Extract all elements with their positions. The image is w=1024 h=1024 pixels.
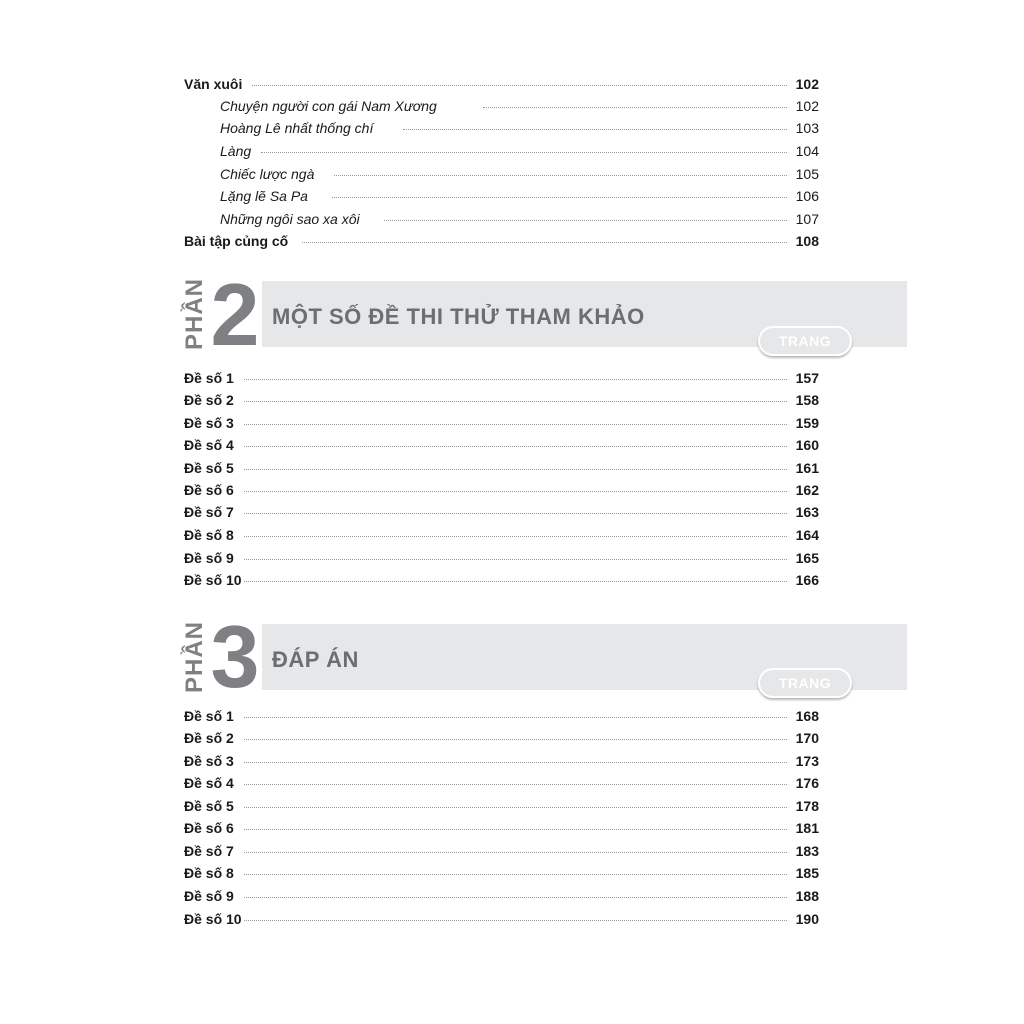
- toc-row-part2-4[interactable]: [184, 437, 819, 457]
- toc-row-part2-3[interactable]: [184, 415, 819, 435]
- toc-page-number: 102: [795, 98, 819, 114]
- toc-page-number: 106: [795, 188, 819, 204]
- toc-row-part3-6[interactable]: [184, 820, 819, 840]
- toc-row-sub-2[interactable]: [184, 120, 819, 140]
- toc-row-part3-10[interactable]: [184, 911, 819, 931]
- toc-page-number: 181: [795, 820, 819, 836]
- part3-page-column-label: TRANG: [758, 668, 852, 698]
- toc-entry-label: Những ngôi sao xa xôi: [220, 211, 360, 227]
- toc-entry-label: Làng: [220, 143, 252, 159]
- dot-leader: [384, 220, 787, 221]
- toc-entry-label: Đề số 6: [184, 482, 234, 498]
- toc-page-number: 104: [795, 143, 819, 159]
- toc-row-part3-7[interactable]: [184, 843, 819, 863]
- toc-page-number: 162: [795, 482, 819, 498]
- toc-row-part3-5[interactable]: [184, 798, 819, 818]
- toc-page-number: 168: [795, 708, 819, 724]
- toc-page-number: 178: [795, 798, 819, 814]
- toc-page-number: 161: [795, 460, 819, 476]
- dot-leader: [244, 559, 787, 560]
- dot-leader: [244, 513, 787, 514]
- toc-row-part3-3[interactable]: [184, 753, 819, 773]
- dot-leader: [244, 717, 787, 718]
- dot-leader: [332, 197, 787, 198]
- dot-leader: [244, 762, 787, 763]
- toc-row-part3-9[interactable]: [184, 888, 819, 908]
- toc-entry-label: Đề số 3: [184, 753, 234, 769]
- dot-leader: [244, 379, 787, 380]
- toc-page-number: 164: [795, 527, 819, 543]
- part3-title: ĐÁP ÁN: [272, 647, 359, 672]
- toc-row-part2-5[interactable]: [184, 460, 819, 480]
- toc-entry-label: Lặng lẽ Sa Pa: [220, 188, 308, 204]
- toc-row-part2-6[interactable]: [184, 482, 819, 502]
- toc-entry-label: Đề số 2: [184, 392, 234, 408]
- toc-row-part2-7[interactable]: [184, 504, 819, 524]
- toc-page-number: 188: [795, 888, 819, 904]
- toc-row-part2-2[interactable]: [184, 392, 819, 412]
- part3-word: PHẦN: [181, 620, 208, 694]
- toc-page-number: 103: [795, 120, 819, 136]
- toc-page-number: 108: [795, 233, 819, 249]
- toc-row-sub-6[interactable]: [184, 211, 819, 231]
- dot-leader: [244, 807, 787, 808]
- toc-entry-label: Đề số 1: [184, 370, 234, 386]
- part2-word: PHẦN: [181, 277, 208, 351]
- toc-entry-label: Đề số 8: [184, 527, 234, 543]
- dot-leader: [244, 829, 787, 830]
- toc-row-part3-1[interactable]: [184, 708, 819, 728]
- dot-leader: [302, 242, 787, 243]
- dot-leader: [244, 536, 787, 537]
- toc-entry-label: Chiếc lược ngà: [220, 166, 315, 182]
- part2-title: MỘT SỐ ĐỀ THI THỬ THAM KHẢO: [272, 304, 645, 329]
- toc-row-sub-5[interactable]: [184, 188, 819, 208]
- toc-entry-label: Hoàng Lê nhất thống chí: [220, 120, 374, 136]
- toc-page-number: 159: [795, 415, 819, 431]
- dot-leader: [483, 107, 787, 108]
- toc-page-number: 160: [795, 437, 819, 453]
- dot-leader: [244, 739, 787, 740]
- toc-page-number: 173: [795, 753, 819, 769]
- toc-page-number: 185: [795, 865, 819, 881]
- toc-entry-label: Đề số 7: [184, 504, 234, 520]
- toc-row-part3-2[interactable]: [184, 730, 819, 750]
- toc-entry-label: Đề số 9: [184, 550, 234, 566]
- toc-page-number: 166: [795, 572, 819, 588]
- toc-entry-label: Đề số 4: [184, 775, 234, 791]
- toc-entry-label: Đề số 5: [184, 460, 234, 476]
- toc-row-part2-8[interactable]: [184, 527, 819, 547]
- toc-entry-label: Đề số 7: [184, 843, 234, 859]
- toc-page-number: 165: [795, 550, 819, 566]
- toc-entry-label: Chuyện người con gái Nam Xương: [220, 98, 437, 114]
- dot-leader: [334, 175, 787, 176]
- toc-page-number: 176: [795, 775, 819, 791]
- toc-row-part2-1[interactable]: [184, 370, 819, 390]
- toc-page-number: 157: [795, 370, 819, 386]
- toc-page-number: 105: [795, 166, 819, 182]
- toc-entry-label: Bài tập củng cố: [184, 233, 289, 249]
- toc-page-number: 190: [795, 911, 819, 927]
- toc-entry-label: Đề số 9: [184, 888, 234, 904]
- dot-leader: [244, 469, 787, 470]
- part2-page-column-label: TRANG: [758, 326, 852, 356]
- toc-page-number: 170: [795, 730, 819, 746]
- dot-leader: [244, 491, 787, 492]
- toc-page-number: 102: [795, 76, 819, 92]
- dot-leader: [244, 852, 787, 853]
- dot-leader: [244, 581, 787, 582]
- dot-leader: [244, 424, 787, 425]
- dot-leader: [244, 446, 787, 447]
- toc-entry-label: Văn xuôi: [184, 76, 243, 92]
- toc-row-part3-8[interactable]: [184, 865, 819, 885]
- dot-leader: [403, 129, 787, 130]
- toc-row-sub-4[interactable]: [184, 166, 819, 186]
- toc-row-sub-3[interactable]: [184, 143, 819, 163]
- toc-page-number: 163: [795, 504, 819, 520]
- toc-entry-label: Đề số 6: [184, 820, 234, 836]
- part2-number: 2: [210, 265, 258, 364]
- toc-row-part2-9[interactable]: [184, 550, 819, 570]
- toc-row-sub-1[interactable]: [184, 98, 819, 118]
- dot-leader: [244, 784, 787, 785]
- toc-entry-label: Đề số 10: [184, 572, 242, 588]
- toc-page-number: 107: [795, 211, 819, 227]
- dot-leader: [244, 401, 787, 402]
- toc-entry-label: Đề số 1: [184, 708, 234, 724]
- toc-entry-label: Đề số 10: [184, 911, 242, 927]
- toc-entry-label: Đề số 5: [184, 798, 234, 814]
- toc-page-number: 158: [795, 392, 819, 408]
- dot-leader: [244, 920, 787, 921]
- toc-row-van-xuoi[interactable]: [184, 76, 819, 96]
- dot-leader: [244, 874, 787, 875]
- toc-row-bai-tap[interactable]: [184, 233, 819, 253]
- toc-entry-label: Đề số 2: [184, 730, 234, 746]
- toc-entry-label: Đề số 3: [184, 415, 234, 431]
- toc-page-number: 183: [795, 843, 819, 859]
- toc-entry-label: Đề số 4: [184, 437, 234, 453]
- toc-row-part2-10[interactable]: [184, 572, 819, 592]
- part3-number: 3: [210, 607, 258, 706]
- dot-leader: [252, 85, 787, 86]
- dot-leader: [244, 897, 787, 898]
- toc-row-part3-4[interactable]: [184, 775, 819, 795]
- toc-entry-label: Đề số 8: [184, 865, 234, 881]
- dot-leader: [261, 152, 787, 153]
